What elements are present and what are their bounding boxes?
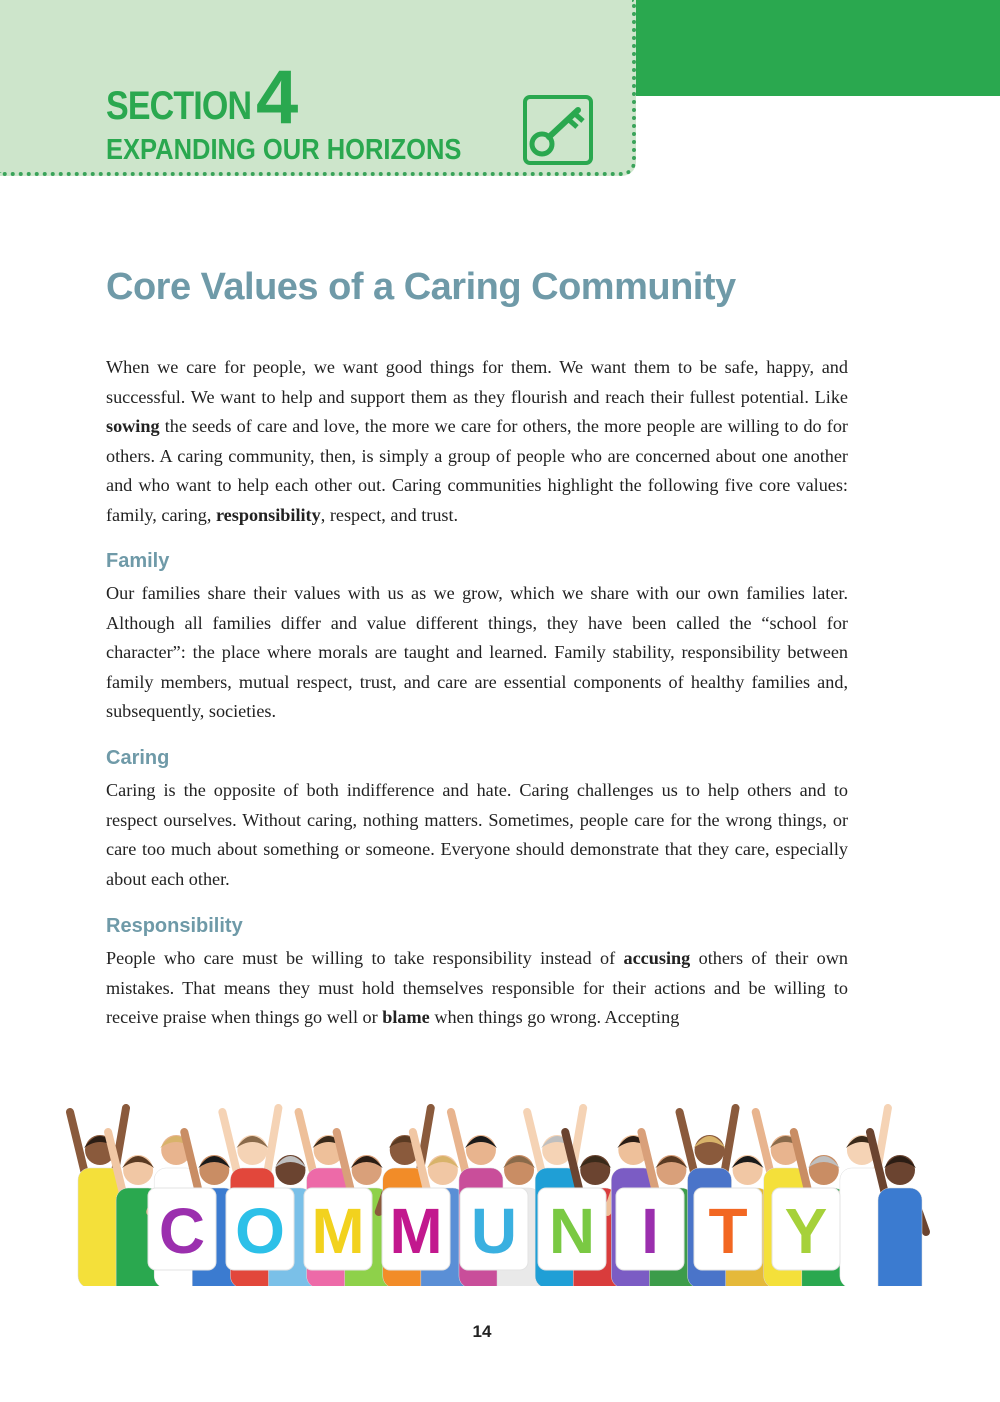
letter-sign xyxy=(460,1188,528,1270)
caring-section xyxy=(106,747,848,894)
letter-sign-text: N xyxy=(548,1195,596,1267)
responsibility-section xyxy=(106,915,848,1033)
page-number: 14 xyxy=(472,1322,492,1341)
letter-sign xyxy=(226,1188,294,1270)
keyword-accusing: accusing xyxy=(623,948,691,968)
letter-sign-text: U xyxy=(470,1195,518,1267)
letter-sign xyxy=(694,1188,762,1270)
keyword-blame: blame xyxy=(382,1007,430,1028)
family-section xyxy=(106,550,848,727)
letter-sign xyxy=(148,1188,216,1270)
section-subtitle: EXPANDING OUR HORIZONS xyxy=(106,134,462,166)
section-label: SECTION xyxy=(106,84,252,128)
letter-sign-text: M xyxy=(389,1195,443,1267)
letter-sign-text: M xyxy=(311,1195,365,1267)
intro-paragraph: When we care for people, we want good things for them. We want them to be safe, happy, and successful. We want to help and support them as they flourish and reach their fullest potential. Like sowing the seeds of care and love, the more we care for others, the more people are willing to do for others. A caring community, then, is simply a group of people who are concerned about one another and who want to help each other out. Caring communities highlight the following five core values: family, caring, responsibility, respect, and trust. xyxy=(106,357,848,525)
caring-heading: Caring xyxy=(106,747,170,769)
letter-sign xyxy=(616,1188,684,1270)
letter-sign-text: T xyxy=(708,1195,748,1267)
responsibility-heading: Responsibility xyxy=(106,915,243,937)
letter-sign-text: Y xyxy=(784,1195,828,1267)
family-paragraph: Our families share their values with us as we grow, which we share with our own families later. Although all families differ and value different things, they have been called the “school for character”: the place where morals are taught and learned. Family stability, responsibility between family members, mutual respect, trust, and care are essential components of healthy families and, subsequently, societies. xyxy=(106,583,848,722)
community-letter-signs xyxy=(148,1188,840,1270)
section-number: 4 xyxy=(256,55,299,140)
letter-sign xyxy=(772,1188,840,1270)
letter-sign xyxy=(382,1188,450,1270)
responsibility-paragraph: People who care must be willing to take responsibility instead of accusing others of their own mistakes. That means they must hold themselves responsible for their actions and be willing to receive praise when things go well or blame when things go wrong. Accepting xyxy=(106,948,849,1028)
letter-sign-text: C xyxy=(158,1195,206,1267)
letter-sign xyxy=(538,1188,606,1270)
intro-section xyxy=(106,353,848,531)
page-title: Core Values of a Caring Community xyxy=(106,266,736,308)
community-group-photo xyxy=(60,1050,940,1286)
letter-sign-text: O xyxy=(235,1195,285,1267)
family-heading: Family xyxy=(106,550,170,572)
letter-sign-text: I xyxy=(641,1195,659,1267)
keyword-responsibility: responsibility xyxy=(215,504,321,525)
key-icon xyxy=(522,94,594,166)
header-accent-bar xyxy=(636,0,1000,96)
caring-paragraph: Caring is the opposite of both indifference and hate. Caring challenges us to help others and to respect ourselves. Without caring, nothing matters. Sometimes, people care for the wrong things, or care too much about something or someone. Everyone should demonstrate that they care, especially about each other. xyxy=(106,780,848,889)
person-figure xyxy=(870,1132,926,1286)
keyword-sowing: sowing xyxy=(106,416,160,437)
letter-sign xyxy=(304,1188,372,1270)
